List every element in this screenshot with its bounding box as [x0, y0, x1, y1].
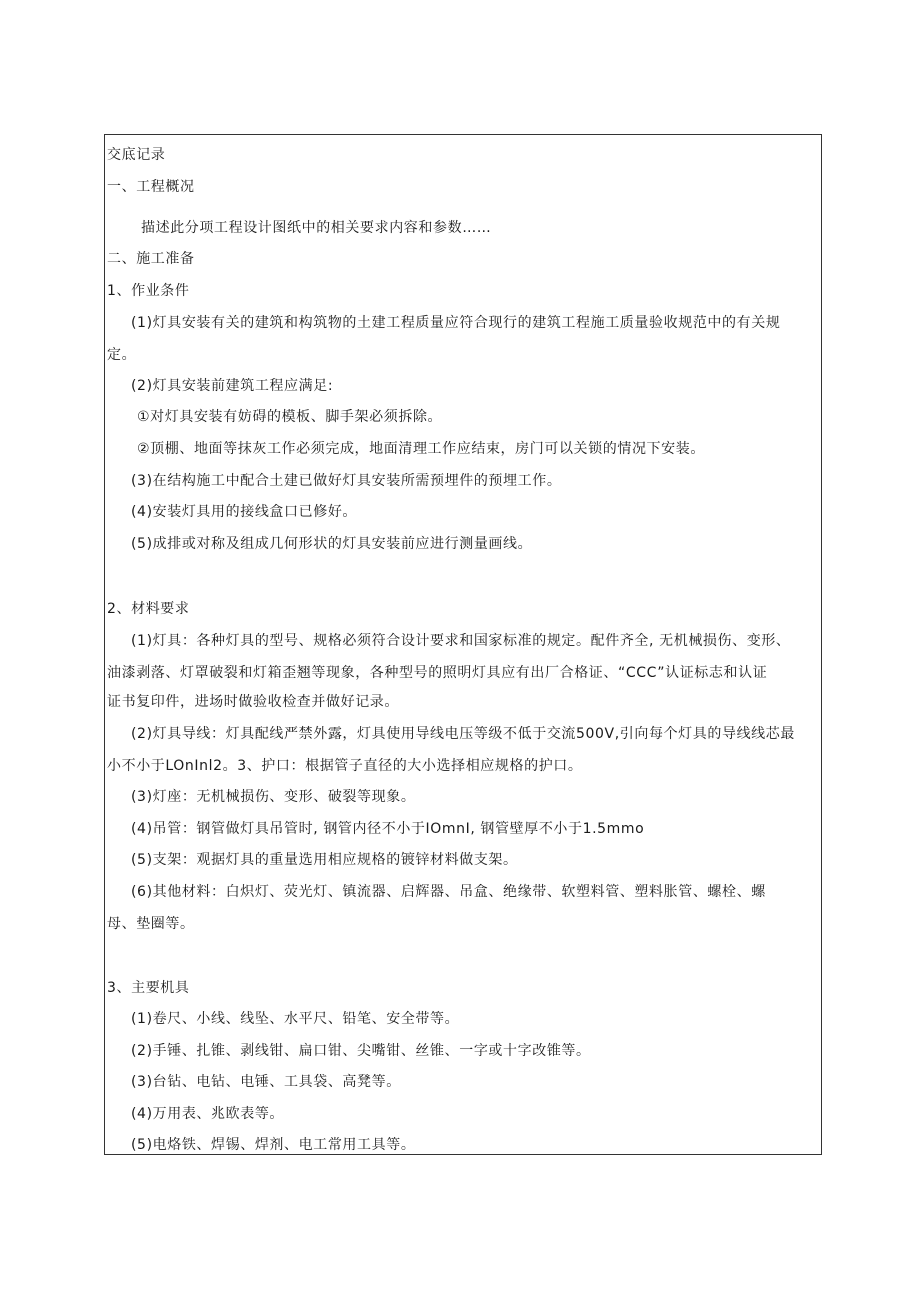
work-conditions-item-2-sub-1: ①对灯具安装有妨碍的模板、脚手架必须拆除。 — [137, 409, 443, 425]
materials-item-1-line-1: (1)灯具：各种灯具的型号、规格必须符合设计要求和国家标准的规定。配件齐全, 无机械损伤、变形、 — [131, 633, 791, 649]
materials-item-6-line-1: (6)其他材料：白炽灯、荧光灯、镇流器、启辉器、吊盒、绝缘带、软塑料管、塑料胀管、螺栓、螺 — [131, 884, 766, 900]
document-title: 交底记录 — [107, 147, 166, 163]
materials-item-1-line-2: 油漆剥落、灯罩破裂和灯箱歪翘等现象，各种型号的照明灯具应有出厂合格证、“CCC”认证标志和认证 — [107, 665, 768, 681]
work-conditions-item-2-sub-2: ②顶棚、地面等抹灰工作必须完成，地面清理工作应结束，房门可以关锁的情况下安装。 — [137, 441, 705, 457]
work-conditions-item-3: (3)在结构施工中配合土建已做好灯具安装所需预埋件的预埋工作。 — [131, 473, 562, 489]
subsection-heading-materials: 2、材料要求 — [107, 601, 190, 617]
work-conditions-item-2: (2)灯具安装前建筑工程应满足: — [131, 378, 334, 394]
tools-item-3: (3)台钻、电钻、电锤、工具袋、高凳等。 — [131, 1074, 401, 1090]
overview-text: 描述此分项工程设计图纸中的相关要求内容和参数…… — [141, 220, 492, 236]
work-conditions-item-5: (5)成排或对称及组成几何形状的灯具安装前应进行测量画线。 — [131, 536, 533, 552]
tools-item-1: (1)卷尺、小线、线坠、水平尺、铅笔、安全带等。 — [131, 1011, 460, 1027]
materials-item-2-line-2: 小不小于LOnInl2。3、护口：根据管子直径的大小选择相应规格的护口。 — [107, 758, 583, 774]
materials-item-3: (3)灯座：无机械损伤、变形、破裂等现象。 — [131, 789, 416, 805]
materials-item-6-line-2: 母、垫圈等。 — [107, 916, 195, 932]
tools-item-2: (2)手锤、扎锥、剥线钳、扁口钳、尖嘴钳、丝锥、一字或十字改锥等。 — [131, 1043, 591, 1059]
work-conditions-item-1-line-1: (1)灯具安装有关的建筑和构筑物的土建工程质量应符合现行的建筑工程施工质量验收规范中的有关规 — [131, 315, 781, 331]
tools-item-4: (4)万用表、兆欧表等。 — [131, 1106, 285, 1122]
materials-item-4: (4)吊管：钢管做灯具吊管时, 钢管内径不小于IOmnI, 钢管壁厚不小于1.5mmo — [131, 821, 645, 837]
work-conditions-item-1-line-2: 定。 — [107, 347, 137, 363]
work-conditions-item-4: (4)安装灯具用的接线盒口已修好。 — [131, 504, 358, 520]
section-heading-overview: 一、工程概况 — [107, 179, 195, 195]
subsection-heading-work-conditions: 1、作业条件 — [107, 283, 190, 299]
materials-item-2-line-1: (2)灯具导线：灯具配线严禁外露，灯具使用导线电压等级不低于交流500V,引向每个灯具的导线线芯最 — [131, 726, 795, 742]
materials-item-5: (5)支架：观据灯具的重量选用相应规格的镀锌材料做支架。 — [131, 852, 518, 868]
subsection-heading-tools: 3、主要机具 — [107, 980, 190, 996]
tools-item-5: (5)电烙铁、焊锡、焊剂、电工常用工具等。 — [131, 1137, 416, 1153]
section-heading-preparation: 二、施工准备 — [107, 251, 195, 267]
materials-item-1-line-3: 证书复印件，进场时做验收检查并做好记录。 — [107, 694, 399, 710]
